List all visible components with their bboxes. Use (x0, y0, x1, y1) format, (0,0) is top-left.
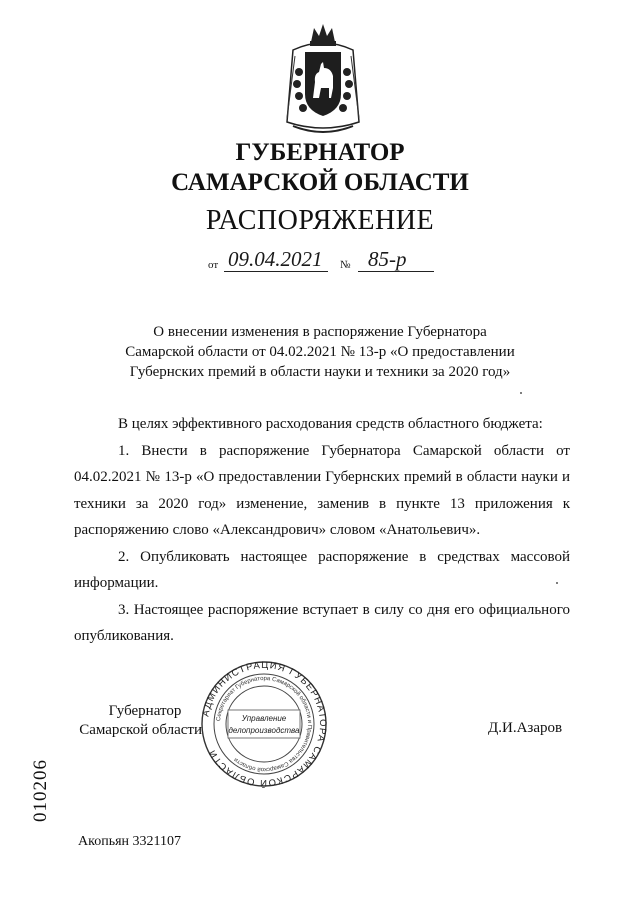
registration-number: 010206 (30, 759, 51, 822)
official-stamp (200, 660, 328, 788)
stamp-center-line2: делопроизводства (228, 726, 300, 735)
document-body (74, 411, 570, 650)
org-title-line1: ГУБЕРНАТОР (235, 139, 405, 166)
signatory-position-line2: Самарской области (79, 722, 202, 738)
signatory-position-line1: Губернатор (108, 703, 182, 719)
signatory-position (78, 702, 202, 740)
body-item-1: 1. Внести в распоряжение Губернатора Самарской области от 04.02.2021 № 13-р «О предоставлении Губернских премий в области науки и техники за 2020 год» изменение, заменив в пункте 13 приложения к распоряжению слово «Александрович» словом «Анатольевич». (74, 442, 570, 538)
body-lead: В целях эффективного расходования средств областного бюджета: (118, 416, 543, 432)
signatory-name: Д.И.Азаров (488, 720, 563, 736)
org-title-line2: САМАРСКОЙ ОБЛАСТИ (171, 169, 469, 196)
body-item-2: 2. Опубликовать настоящее распоряжение в средствах массовой информации. (74, 548, 570, 591)
subject-line2: Самарской области от 04.02.2021 № 13-р «О предоставлении (125, 344, 515, 360)
date-number-line (208, 248, 438, 274)
scan-speck (520, 392, 522, 394)
executor-info: Акопьян 3321107 (78, 834, 181, 849)
body-item-3: 3. Настоящее распоряжение вступает в силу со дня его официального опубликования. (74, 601, 570, 644)
samara-coat-of-arms-icon (283, 22, 363, 140)
subject-line1: О внесении изменения в распоряжение Губернатора (153, 324, 487, 340)
stamp-inner-text: Секретариат Губернатора Самарской области и Правительства Самарской области (216, 675, 313, 773)
date-value: 09.04.2021 (228, 247, 323, 271)
date-label: от (208, 259, 219, 271)
number-value: 85-р (368, 247, 407, 271)
number-label: № (340, 259, 351, 271)
stamp-outer-text: АДМИНИСТРАЦИЯ ГУБЕРНАТОРА САМАРСКОЙ ОБЛАСТИ (200, 660, 328, 788)
scan-speck (556, 582, 558, 584)
document-subject (100, 322, 540, 382)
document-type: РАСПОРЯЖЕНИЕ (205, 205, 435, 236)
stamp-center-line1: Управление (241, 714, 287, 723)
subject-line3: Губернских премий в области науки и техники за 2020 год» (129, 364, 511, 380)
